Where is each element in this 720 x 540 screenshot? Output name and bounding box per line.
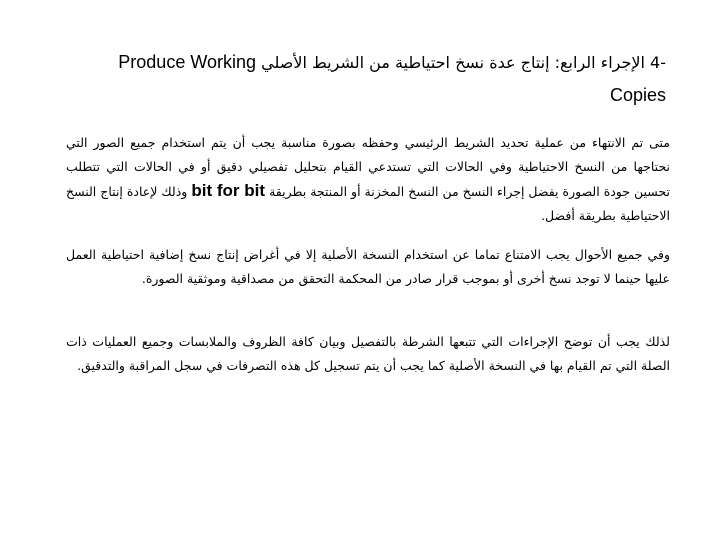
heading-arabic-title: الإجراء الرابع: إنتاج عدة نسخ احتياطية من الشريط الأصلي [261,53,645,72]
section-heading [66,46,666,112]
paragraph-2 [66,243,670,291]
paragraph-1-text: متى تم الانتهاء من عملية تحديد الشريط الرئيسي وحفظه بصورة مناسبة يجب أن يتم استخدام جميع الصور التي نحتاجها من النسخ الاحتياطية وفي الحالات التي تستدعي القيام بتحليل تفصيلي دقيق أو في الحالات التي تتطلب تحسين جودة الصورة يفضل إجراء النسخ من النسخ المخزنة أو المنتجة بطريقة [66,134,670,199]
paragraph-1-english-term: bit for bit [191,180,266,200]
paragraph-3 [66,330,670,378]
paragraph-3-text: لذلك يجب أن توضح الإجراءات التي تتبعها الشرطة بالتفصيل وبيان كافة الظروف والملابسات وجميع العمليات ذات الصلة التي تم القيام بها في النسخة الأصلية كما يجب أن يتم تسجيل كل هذه التصرفات في سجل المراقبة والتدقيق. [66,333,670,373]
heading-number: -4 [650,53,666,72]
paragraph-2-text: وفي جميع الأحوال يجب الامتناع تماما عن استخدام النسخة الأصلية إلا في أغراض إنتاج نسخ إضافية احتياطية العمل عليها حينما لا توجد نسخ أخرى أو بموجب قرار صادر من المحكمة التحقق من مصداقية وموثقية الصورة. [66,246,670,286]
heading-english-title: Produce Working Copies [118,52,666,105]
paragraph-1 [66,131,670,228]
paragraph-1-text-end: وذلك لإعادة إنتاج النسخ الاحتياطية بطريقة أفضل. [66,183,670,223]
